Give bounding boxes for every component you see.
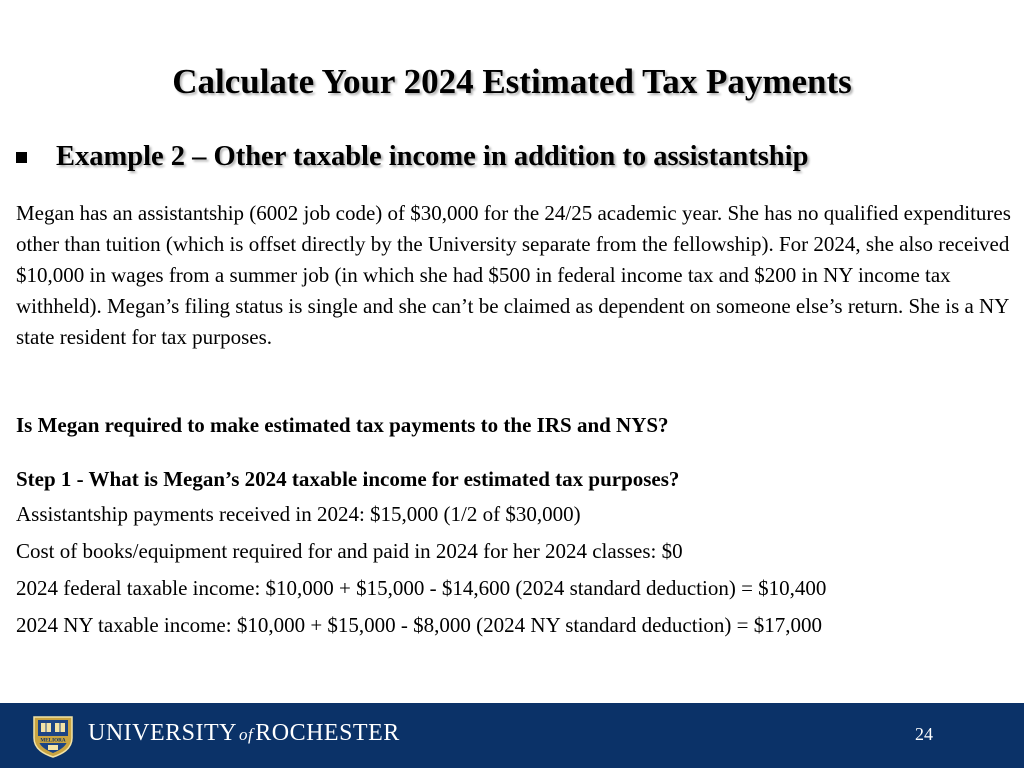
step-line-assistantship: Assistantship payments received in 2024: $15,000 (1/2 of $30,000): [16, 502, 581, 526]
wordmark-rochester: ROCHESTER: [255, 720, 400, 746]
step-line-ny-income: 2024 NY taxable income: $10,000 + $15,000 - $8,000 (2024 NY standard deduction) = $17,000: [16, 613, 822, 637]
university-wordmark: [88, 720, 400, 747]
wordmark-university: UNIVERSITY: [88, 720, 237, 746]
slide-title: Calculate Your 2024 Estimated Tax Payments: [172, 62, 852, 101]
step-line-books: Cost of books/equipment required for and paid in 2024 for her 2024 classes: $0: [16, 539, 683, 563]
bullet-row: [16, 141, 1016, 173]
scenario-paragraph: Megan has an assistantship (6002 job code) of $30,000 for the 24/25 academic year. She has no qualified expenditures other than tuition (which is offset directly by the University separate from the fellowship). For 2024, she also received $10,000 in wages from a summer job (in which she had $500 in federal income tax and $200 in NY income tax withheld). Megan’s filing status is single and she can’t be claimed as dependent on someone else’s return. She is a NY state resident for tax purposes.: [16, 201, 1011, 349]
footer-bar: [0, 703, 1024, 768]
step-section: [16, 462, 1016, 644]
step-heading: Step 1 - What is Megan’s 2024 taxable income for estimated tax purposes?: [16, 467, 680, 491]
question-text: Is Megan required to make estimated tax payments to the IRS and NYS?: [16, 413, 669, 437]
seal-motto: MELIORA: [40, 737, 66, 744]
university-seal-icon: [30, 714, 76, 758]
step-line-federal-income: 2024 federal taxable income: $10,000 + $15,000 - $14,600 (2024 standard deduction) = $10,400: [16, 576, 827, 600]
square-bullet-icon: [16, 152, 27, 163]
wordmark-of: of: [239, 725, 254, 744]
bullet-text: Example 2 – Other taxable income in addition to assistantship: [56, 141, 809, 172]
page-number: 24: [915, 724, 933, 744]
